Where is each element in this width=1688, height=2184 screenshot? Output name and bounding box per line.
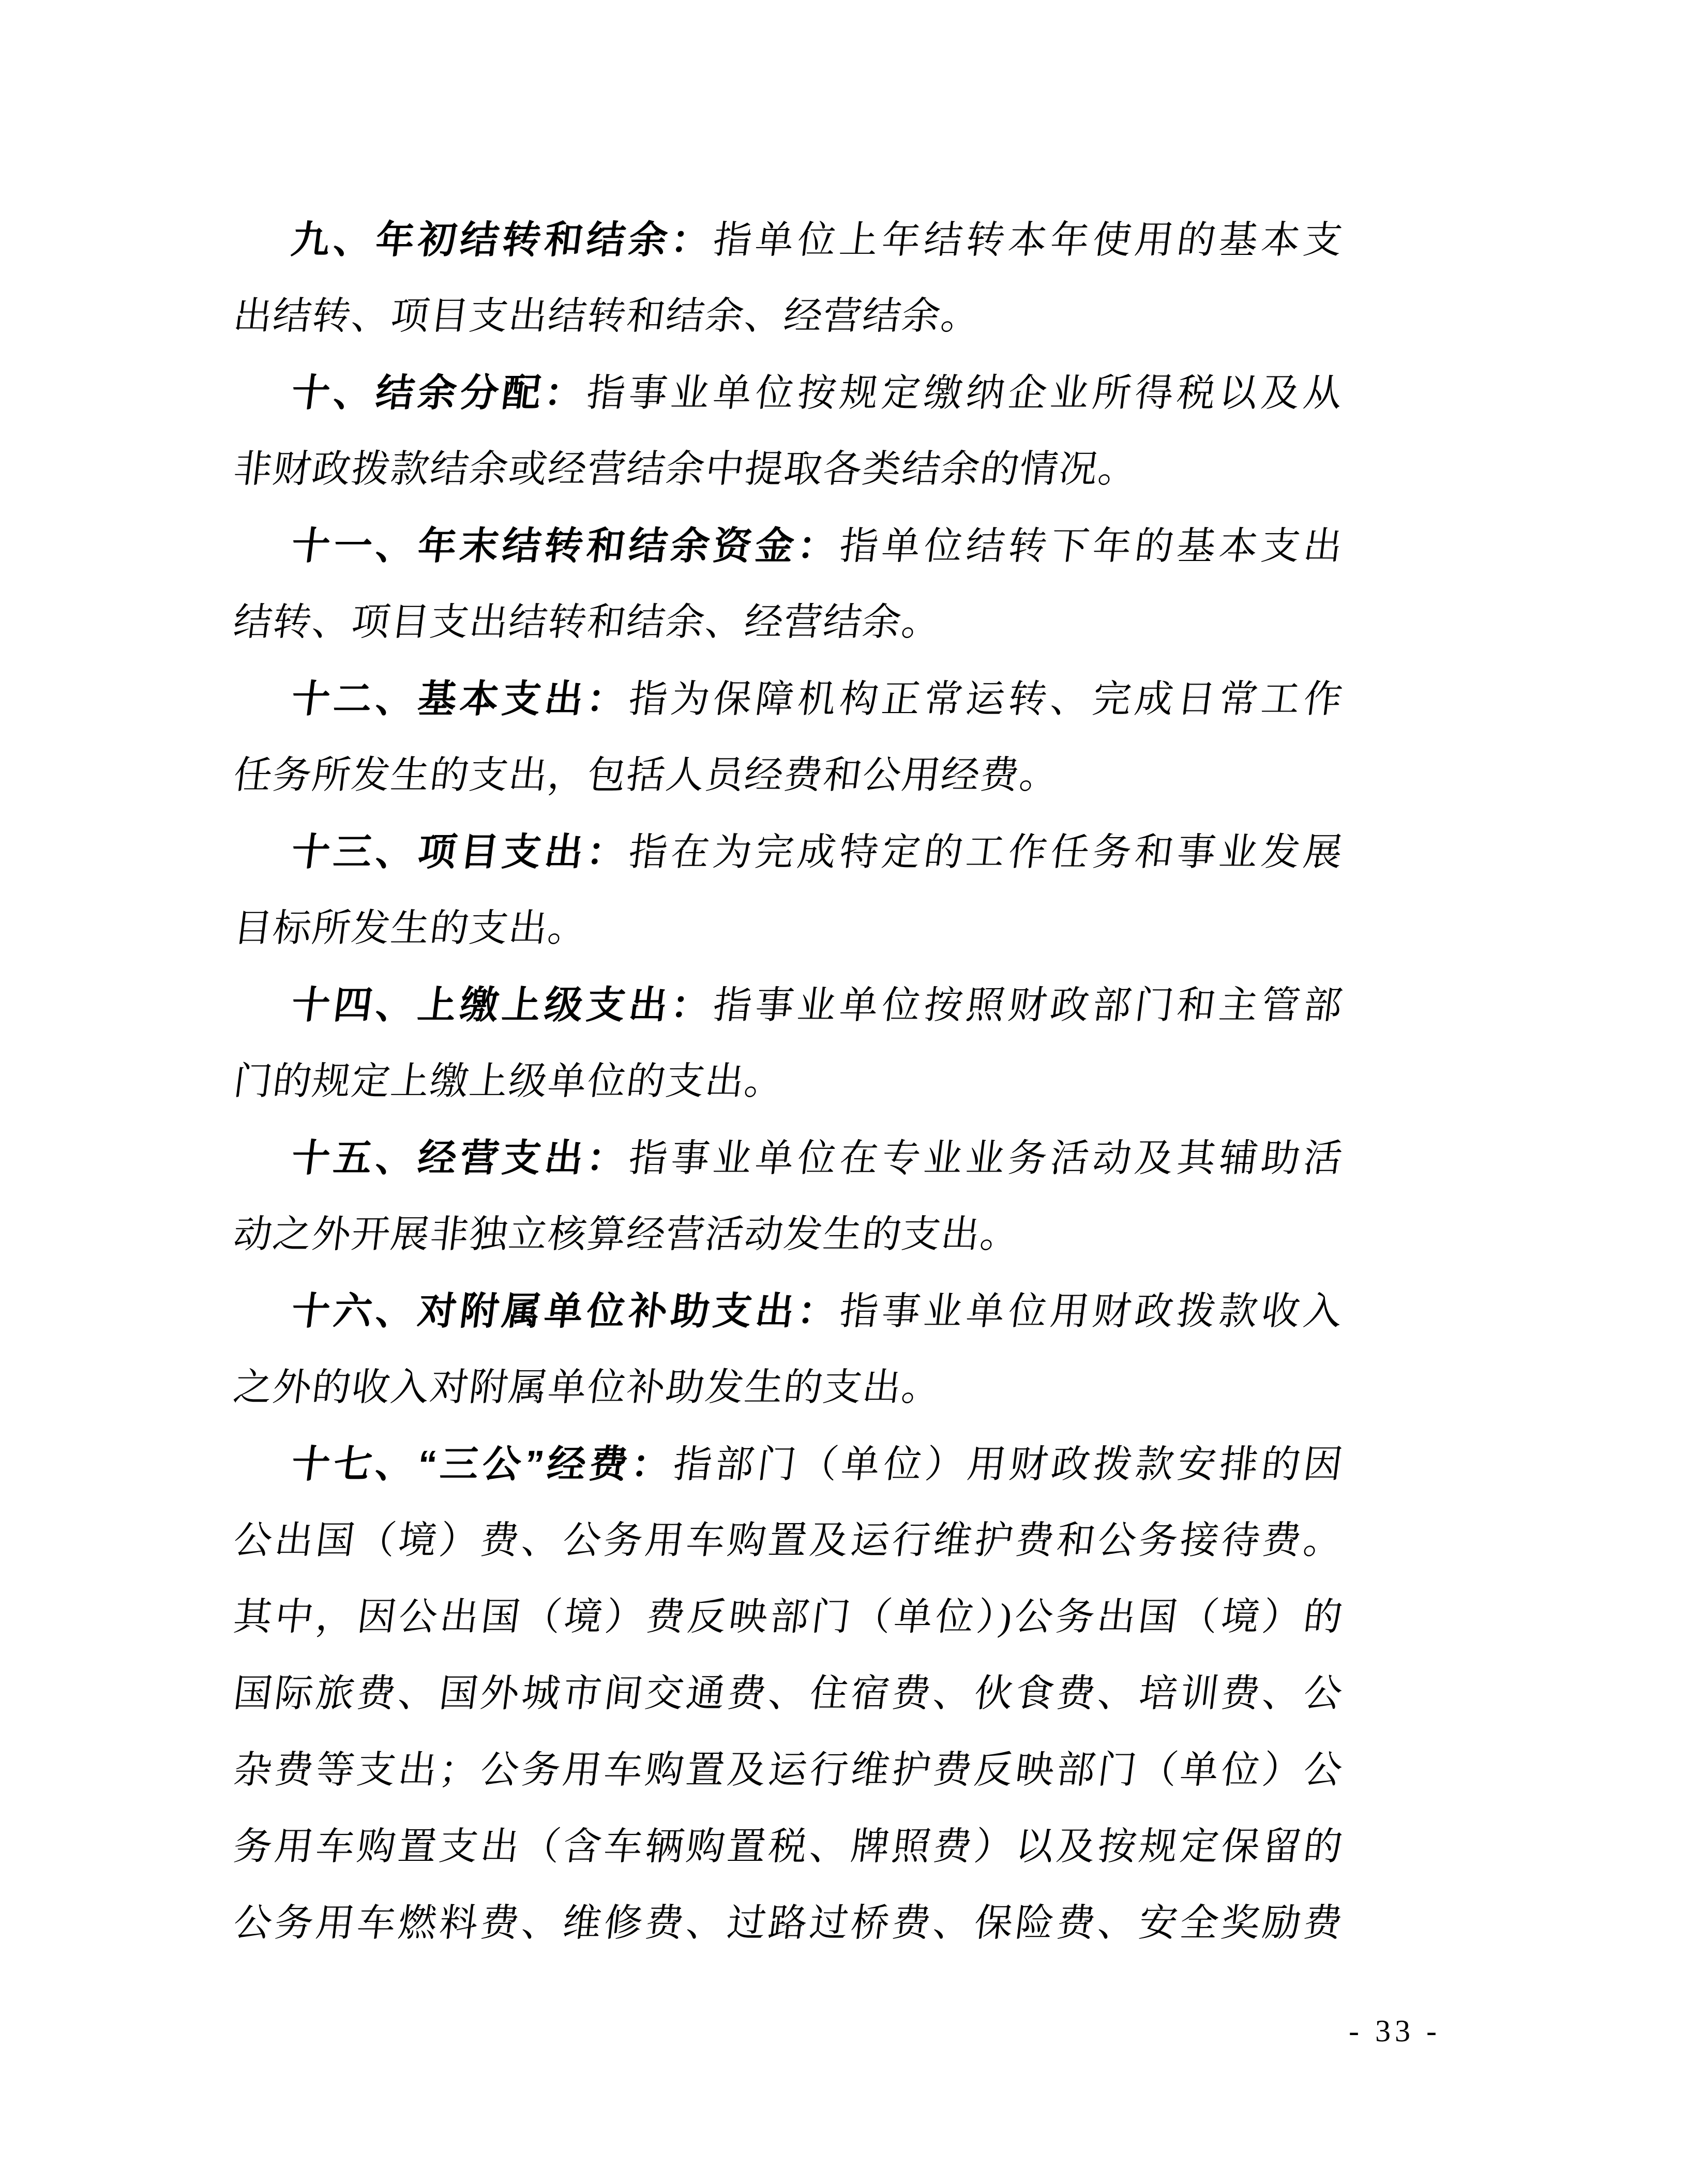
definition-first-line	[229, 1120, 1348, 1196]
text-line	[229, 1809, 1348, 1885]
definition-text: 之外的收入对附属单位补助发生的支出。	[231, 1367, 944, 1409]
page-number: - 33 -	[1349, 2014, 1441, 2048]
definition-text: 指事业单位按规定缴纳企业所得税以及从	[584, 372, 1346, 415]
definition-term: 九、年初结转和结余：	[289, 218, 716, 261]
definition-term: 十四、上缴上级支出：	[289, 983, 716, 1026]
definition-text: 杂费等支出；公务用车购置及运行维护费反映部门（单位）公	[231, 1749, 1346, 1792]
text-line	[229, 1349, 1348, 1426]
text-line	[229, 890, 1348, 967]
definition-text: 指事业单位用财政拨款收入	[837, 1291, 1346, 1333]
definition-term: 十三、项目支出：	[289, 830, 632, 873]
definition-text: 指单位结转下年的基本支出	[837, 525, 1346, 568]
definition-first-line	[229, 814, 1348, 890]
definition-first-line	[229, 967, 1348, 1043]
definition-text: 任务所发生的支出，包括人员经费和公用经费。	[231, 754, 1062, 797]
text-line	[229, 1656, 1348, 1732]
text-line	[229, 1196, 1348, 1273]
definition-text: 指在为完成特定的工作任务和事业发展	[626, 831, 1346, 874]
text-line	[229, 1579, 1348, 1656]
definition-first-line	[229, 1426, 1348, 1503]
definition-first-line	[229, 1273, 1348, 1349]
text-line	[229, 1885, 1348, 1962]
definition-text: 公务用车燃料费、维修费、过路过桥费、保险费、安全奖励费	[231, 1902, 1346, 1945]
definition-text: 非财政拨款结余或经营结余中提取各类结余的情况。	[231, 448, 1141, 491]
definition-term: 十五、经营支出：	[289, 1136, 632, 1179]
text-line	[229, 737, 1348, 814]
definition-text: 动之外开展非独立核算经营活动发生的支出。	[231, 1214, 1023, 1256]
definition-text: 指事业单位在专业业务活动及其辅助活	[626, 1138, 1346, 1180]
text-line	[229, 1043, 1348, 1120]
definition-term: 十一、年末结转和结余资金：	[289, 524, 843, 567]
definition-term: 十、结余分配：	[289, 371, 590, 414]
definition-text: 出结转、项目支出结转和结余、经营结余。	[231, 295, 984, 338]
text-line	[229, 278, 1348, 355]
definition-term: 十七、“三公”经费：	[289, 1443, 676, 1485]
definition-first-line	[229, 355, 1348, 431]
definition-term: 十六、对附属单位补助支出：	[289, 1290, 843, 1332]
definition-text: 目标所发生的支出。	[231, 907, 591, 950]
text-line	[229, 1732, 1348, 1809]
definition-first-line	[229, 661, 1348, 737]
definition-text: 指部门（单位）用财政拨款安排的因	[671, 1444, 1346, 1486]
definition-text: 指事业单位按照财政部门和主管部	[711, 984, 1346, 1027]
text-line	[229, 431, 1348, 508]
text-line	[229, 584, 1348, 661]
definition-first-line	[229, 202, 1348, 278]
definition-text: 门的规定上缴上级单位的支出。	[231, 1060, 787, 1103]
definition-term: 十二、基本支出：	[289, 677, 632, 720]
definition-text: 其中，因公出国（境）费反映部门（单位）)公务出国（境）的	[231, 1596, 1346, 1639]
text-line	[229, 1503, 1348, 1579]
definition-text: 指单位上年结转本年使用的基本支	[711, 219, 1346, 262]
definition-text: 务用车购置支出（含车辆购置税、牌照费）以及按规定保留的	[231, 1826, 1346, 1868]
definition-text: 结转、项目支出结转和结余、经营结余。	[231, 601, 944, 644]
definition-text: 指为保障机构正常运转、完成日常工作	[626, 678, 1346, 721]
document-body	[231, 202, 1346, 1962]
definition-text: 公出国（境）费、公务用车购置及运行维护费和公务接待费。	[231, 1520, 1346, 1562]
definition-first-line	[229, 508, 1348, 584]
definition-text: 国际旅费、国外城市间交通费、住宿费、伙食费、培训费、公	[231, 1673, 1346, 1715]
